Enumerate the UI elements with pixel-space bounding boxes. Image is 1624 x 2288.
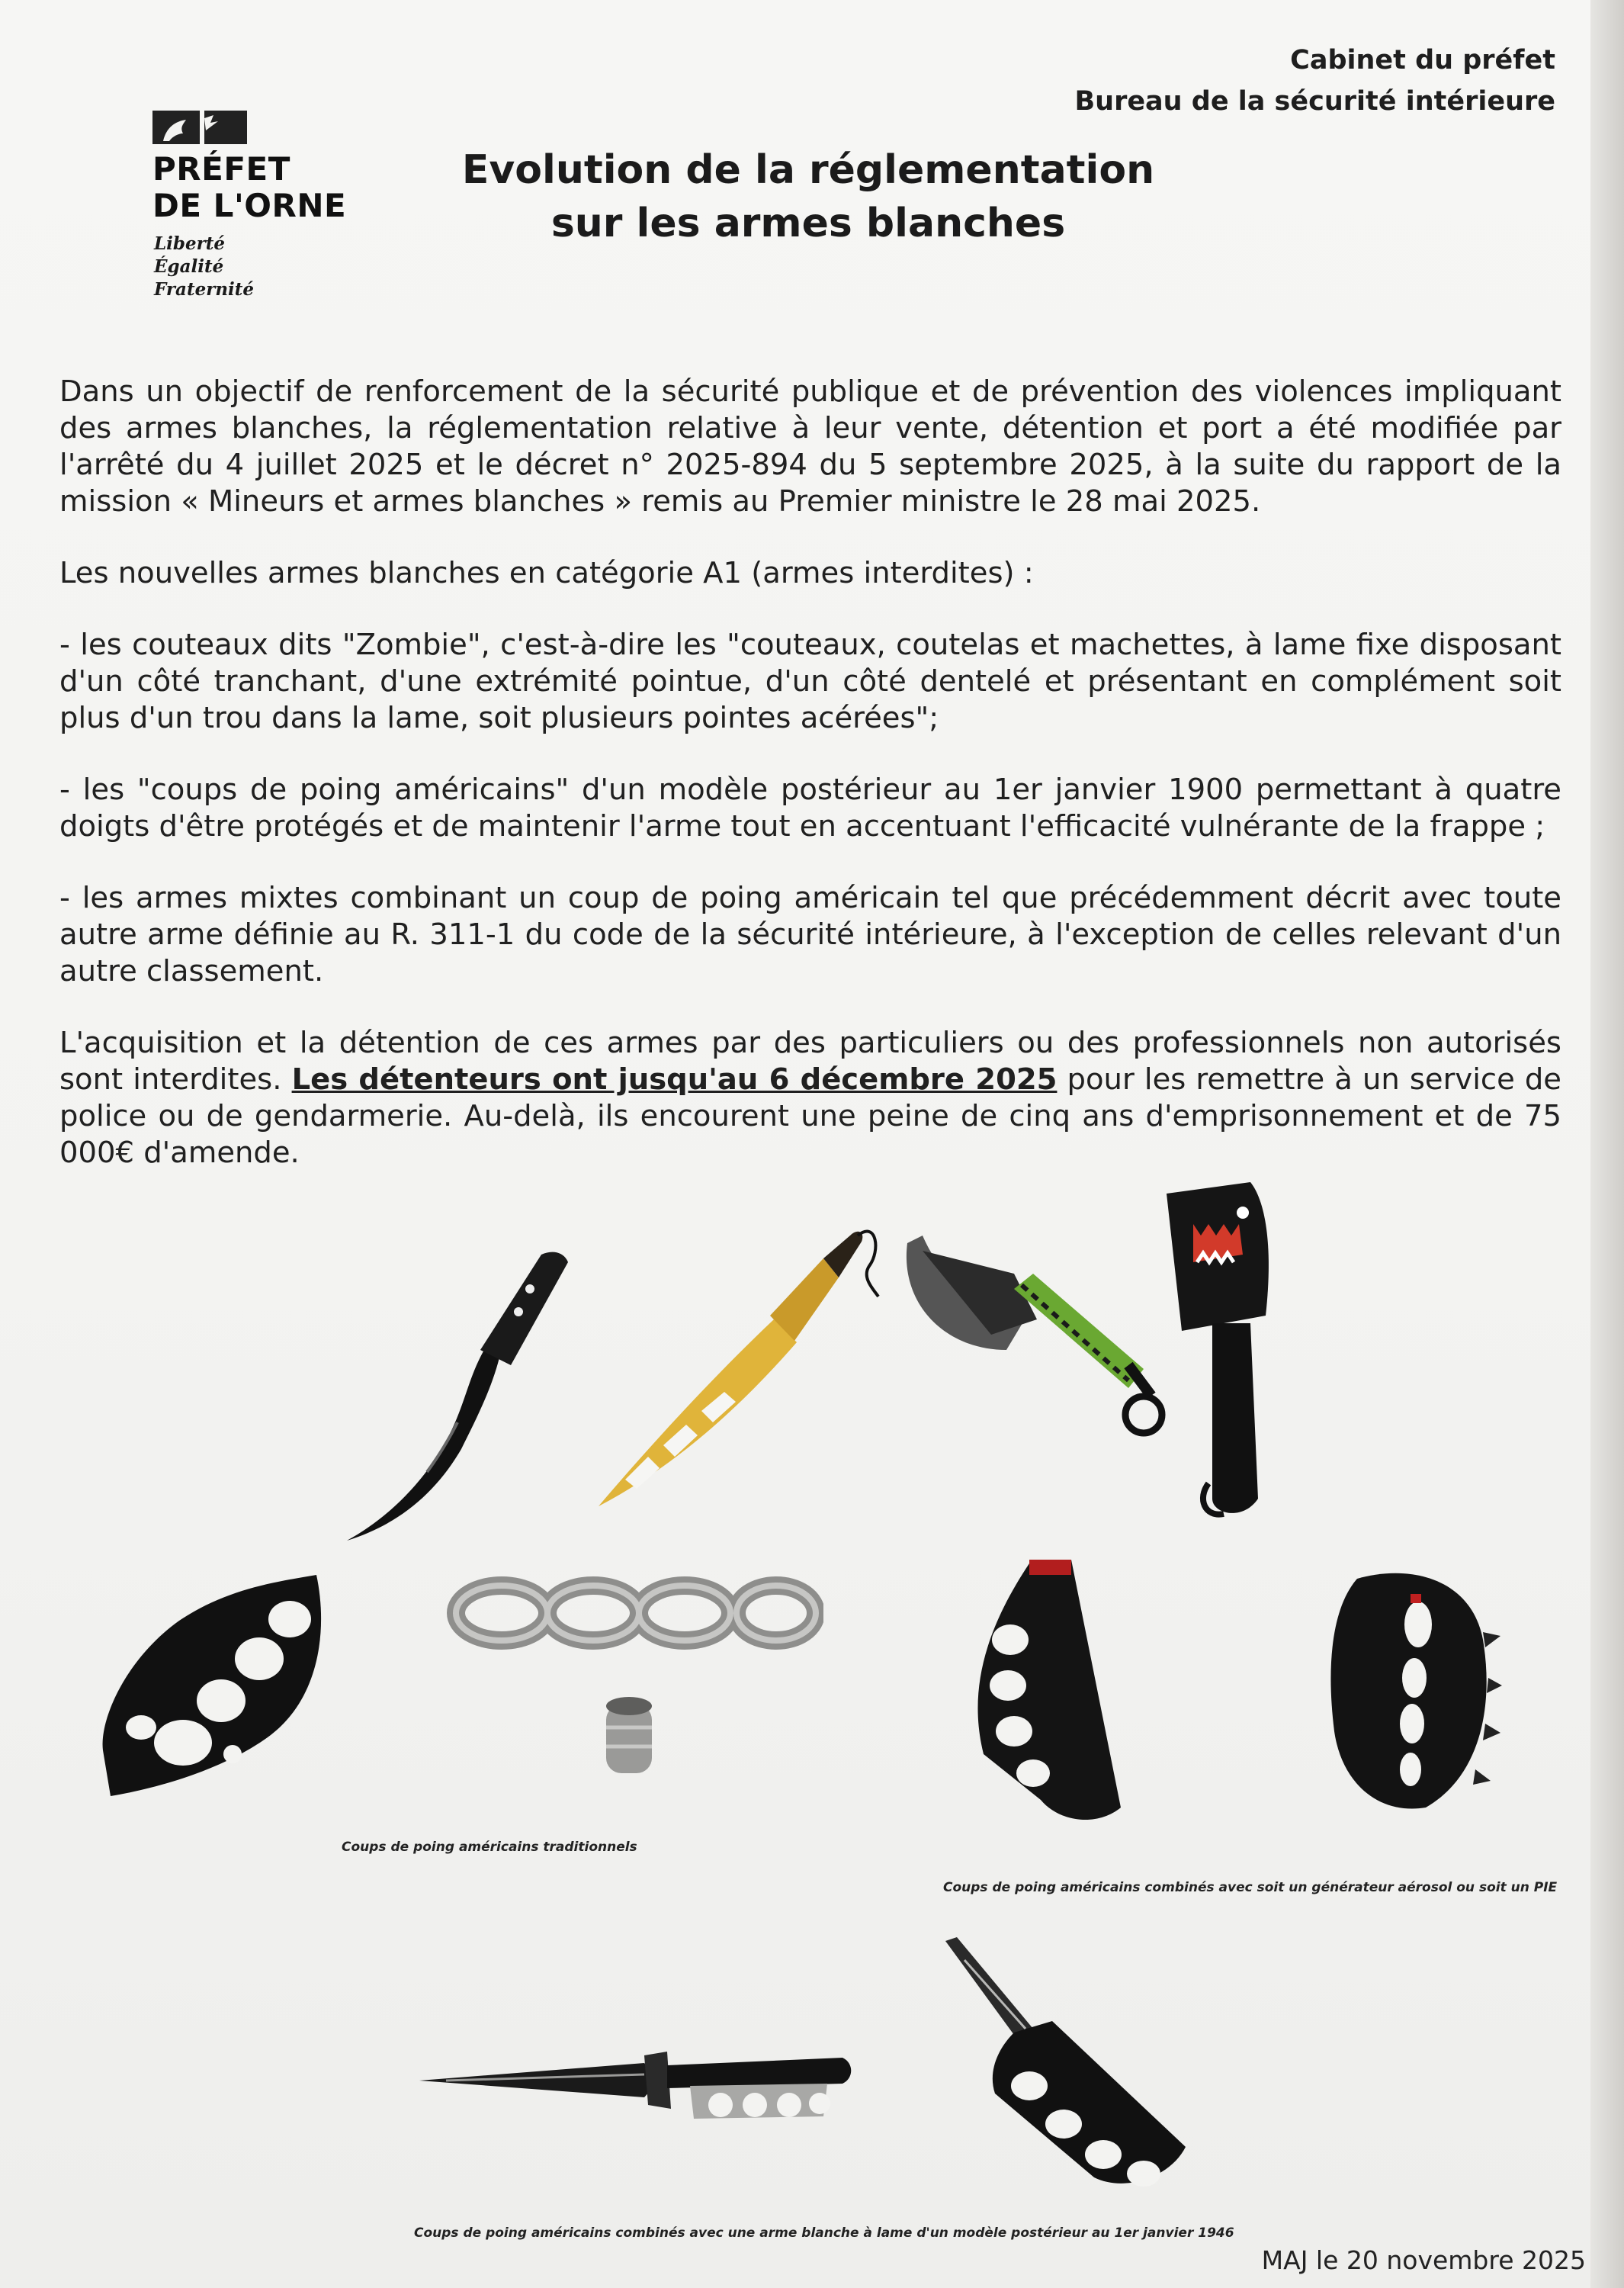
service-line-1: Cabinet du préfet (1290, 45, 1555, 76)
page-edge-shadow (1590, 0, 1624, 2288)
list-item-zombie-knives: - les couteaux dits "Zombie", c'est-à-dire les "couteaux, coutelas et machettes, à lame fixe disposant d'un côté tranchant, d'une extrémité pointue, d'un côté dentelé et présentant en complément soit plus d'un trou dans la lame, soit plusieurs pointes acérées"; (59, 628, 1561, 735)
document-title (427, 143, 1189, 250)
caption-traditional: Coups de poing américains traditionnels (342, 1840, 637, 1855)
list-item-mixed-weapons: - les armes mixtes combinant un coup de poing américain tel que précédemment décrit avec toute autre arme définie au R. 311-1 du code de la sécurité intérieure, à l'exception de celles relevant d'un autre classement. (59, 881, 1561, 988)
prefecture-name-line-1: PRÉFET (152, 150, 290, 188)
title-line-2: sur les armes blanches (550, 201, 1066, 246)
closing-paragraph (59, 1025, 1561, 1171)
zombie-cleaver-shark-icon (1159, 1178, 1281, 1529)
zombie-knife-gold-icon (595, 1205, 884, 1510)
update-date: MAJ le 20 novembre 2025 (1261, 2245, 1586, 2275)
marianne-logo-icon (152, 111, 247, 144)
prefecture-name-line-2: DE L'ORNE (152, 187, 347, 224)
motto-egalite: Égalité (154, 256, 224, 277)
brass-knuckles-switchblade-icon (942, 1933, 1193, 2208)
brass-knuckles-silver-rings-icon (442, 1575, 823, 1781)
closing-text-after: pour les remettre à un service de police ou de gendarmerie. Au-delà, ils encourent une peine de cinq ans d'emprisonnement et de 75 000€ d'amende. (59, 1062, 1561, 1170)
prefecture-name (152, 151, 381, 224)
closing-text-before: L'acquisition et la détention de ces armes par des particuliers ou des professionnels non autorisés sont interdites. (59, 1026, 1561, 1097)
zombie-axe-green-icon (900, 1213, 1174, 1472)
caption-combined-aerosol: Coups de poing américains combinés avec soit un générateur aérosol ou soit un PIE (943, 1880, 1558, 1895)
brass-knuckles-stun-gun-icon (1327, 1563, 1502, 1815)
brass-knuckles-aerosol-icon (968, 1556, 1136, 1830)
list-item-brass-knuckles: - les "coups de poing américains" d'un modèle postérieur au 1er janvier 1900 permettant à quatre doigts d'être protégés et de maintenir l'arme tout en accentuant l'efficacité vulnérante de la frappe ; (59, 773, 1561, 844)
title-line-1: Evolution de la réglementation (461, 147, 1155, 193)
trench-knife-dagger-icon (416, 2021, 858, 2135)
document-body (59, 374, 1561, 1207)
issuing-service (1074, 40, 1555, 122)
motto-liberte: Liberté (154, 233, 225, 254)
deadline-emphasis: Les détenteurs ont jusqu'au 6 décembre 2025 (291, 1062, 1058, 1097)
zombie-machete-black-icon (335, 1243, 587, 1548)
list-intro: Les nouvelles armes blanches en catégorie A1 (armes interdites) : (59, 556, 1034, 590)
intro-paragraph: Dans un objectif de renforcement de la sécurité publique et de prévention des violences impliquant des armes blanches, la réglementation relative à leur vente, détention et port a été modifiée par l'arrêté du 4 juillet 2025 et le décret n° 2025-894 du 5 septembre 2025, à la suite du rapport de la mission « Mineurs et armes blanches » remis au Premier ministre le 28 mai 2025. (59, 374, 1561, 519)
caption-combined-blade: Coups de poing américains combinés avec une arme blanche à lame d'un modèle postérieur au 1er janvier 1946 (414, 2225, 1234, 2241)
republic-motto (154, 233, 254, 301)
motto-fraternite: Fraternité (154, 279, 255, 300)
service-line-2: Bureau de la sécurité intérieure (1074, 86, 1555, 117)
brass-knuckles-black-icon (95, 1567, 332, 1796)
